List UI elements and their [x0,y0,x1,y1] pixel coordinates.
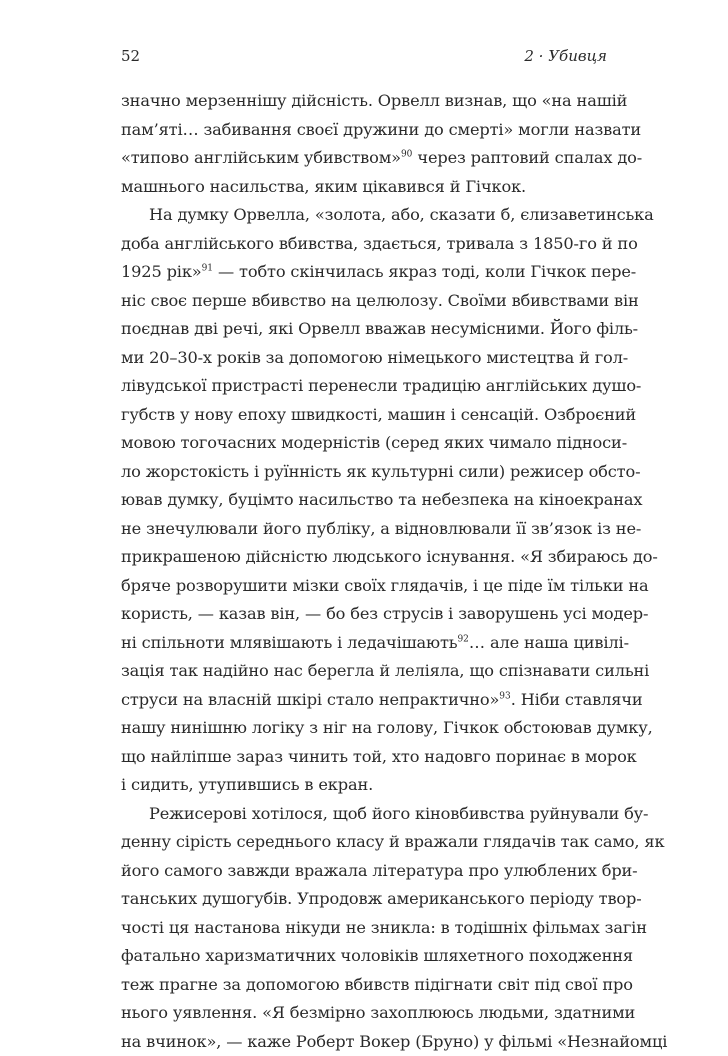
line-text: користь, — казав він, — бо без струсів і заворушень усі модер- [121,604,648,623]
line-text: струси на власній шкірі стало непрактично» [121,690,499,709]
text-line [121,344,607,373]
footnote-ref: 92 [457,634,468,644]
line-text: машнього насильства, яким цікавився й Гічкок. [121,177,526,196]
text-line [121,800,607,829]
line-text: пам’яті… забивання своєї дружини до смерті» могли назвати [121,120,641,139]
line-text: танських душогубів. Упродовж американського періоду твор- [121,889,642,908]
line-text: ло жорстокість і руїнність як культурні сили) режисер обсто- [121,462,640,481]
page-number: 52 [121,44,140,68]
paragraph [121,201,607,800]
text-line [121,458,607,487]
line-text: його самого завжди вражала література про улюблених бри- [121,861,638,880]
text-line [121,401,607,430]
line-text: прикрашеною дійсністю людського існування. «Я збираюсь до- [121,547,658,566]
footnote-ref: 93 [499,691,510,701]
line-text-continued: через раптовий спалах до- [412,148,642,167]
line-text: чості ця настанова нікуди не зникла: в тодішніх фільмах загін [121,918,647,937]
text-line [121,714,607,743]
text-line [121,657,607,686]
line-text: ні спільноти млявішають і ледачішають [121,633,457,652]
line-text: денну сірість середнього класу й вражали глядачів так само, як [121,832,664,851]
line-text: 1925 рік» [121,262,202,281]
text-line [121,515,607,544]
line-text: зація так надійно нас берегла й леліяла, що спізнавати сильні [121,661,649,680]
text-line [121,201,607,230]
text-line [121,315,607,344]
line-text: ював думку, буцімто насильство та небезпека на кіноекранах [121,490,642,509]
text-line [121,173,607,202]
paragraph [121,87,607,201]
line-text: На думку Орвелла, «золота, або, сказати б, єлизаветинська [149,205,654,224]
line-text: мовою тогочасних модерністів (серед яких чимало підноси- [121,433,627,452]
text-line [121,857,607,886]
line-text: поєднав дві речі, які Орвелл вважав несумісними. Його філь- [121,319,638,338]
text-line [121,999,607,1028]
footnote-ref: 90 [401,150,412,160]
line-text: значно мерзеннішу дійсність. Орвелл визнав, що «на нашій [121,91,627,110]
footnote-ref: 91 [202,264,213,274]
text-line [121,486,607,515]
line-text: «типово англійським убивством» [121,148,401,167]
line-text: доба англійського вбивства, здається, тривала з 1850-го й по [121,234,638,253]
text-line [121,1028,607,1056]
paragraph [121,800,607,1056]
text-line [121,971,607,1000]
line-text: нього уявлення. «Я безмірно захоплююсь людьми, здатними [121,1003,635,1022]
line-text: Режисерові хотілося, щоб його кіновбивства руйнували бу- [149,804,648,823]
line-text-continued: … але наша цивілі- [469,633,629,652]
text-line [121,572,607,601]
line-text-continued: . Ніби ставлячи [511,690,643,709]
text-line [121,116,607,145]
line-text-continued: — тобто скінчилась якраз тоді, коли Гічкок пере- [213,262,636,281]
text-line [121,429,607,458]
text-line [121,629,607,658]
text-line [121,942,607,971]
line-text: на вчинок», — каже Роберт Вокер (Бруно) у фільмі «Незнайомці [121,1032,667,1051]
text-line [121,885,607,914]
text-line [121,372,607,401]
running-head [121,44,607,68]
text-line [121,87,607,116]
text-line [121,258,607,287]
text-line [121,914,607,943]
text-line [121,230,607,259]
text-line [121,828,607,857]
line-text: не знечулювали його публіку, а відновлювали її зв’язок із не- [121,519,641,538]
line-text: що найліпше зараз чинить той, хто надовго поринає в морок [121,747,637,766]
line-text: ми 20–30-х років за допомогою німецького мистецтва й гол- [121,348,628,367]
text-line [121,743,607,772]
text-line [121,686,607,715]
chapter-title: 2 · Убивця [524,44,607,68]
line-text: лівудської пристрасті перенесли традицію англійських душо- [121,376,641,395]
line-text: ніс своє перше вбивство на целюлозу. Своїми вбивствами він [121,291,639,310]
line-text: бряче розворушити мізки своїх глядачів, і це піде їм тільки на [121,576,649,595]
text-line [121,144,607,173]
text-line [121,543,607,572]
text-line [121,287,607,316]
text-line [121,771,607,800]
body-text [121,87,607,1056]
text-line [121,600,607,629]
line-text: нашу нинішню логіку з ніг на голову, Гічкок обстоював думку, [121,718,653,737]
line-text: теж прагне за допомогою вбивств підігнати світ під свої про [121,975,633,994]
line-text: і сидить, утупившись в екран. [121,775,373,794]
line-text: фатально харизматичних чоловіків шляхетного походження [121,946,633,965]
line-text: губств у нову епоху швидкості, машин і сенсацій. Озброєний [121,405,636,424]
